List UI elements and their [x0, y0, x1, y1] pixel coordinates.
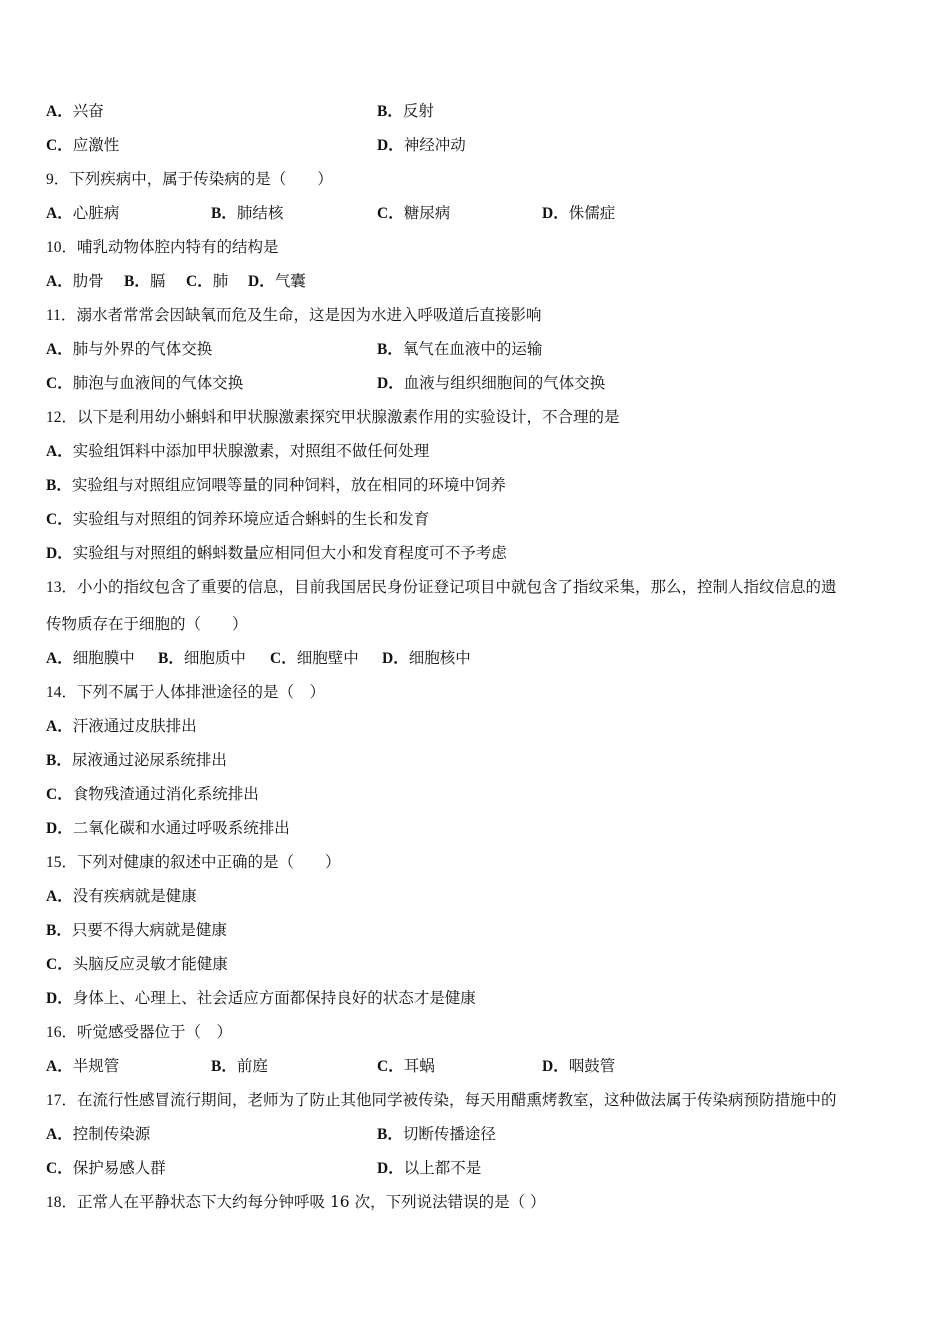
q12-option-d: D．实验组与对照组的蝌蚪数量应相同但大小和发育程度可不予考虑 [46, 544, 507, 562]
q11-option-d: D．血液与组织细胞间的气体交换 [377, 374, 606, 392]
q9-option-c: C．糖尿病 [377, 204, 451, 222]
q13-option-a: A．细胞膜中 [46, 649, 135, 667]
q16-option-c: C．耳蜗 [377, 1057, 435, 1075]
q12-option-a: A．实验组饵料中添加甲状腺激素，对照组不做任何处理 [46, 442, 430, 460]
q11-option-a: A．肺与外界的气体交换 [46, 340, 213, 358]
q10-stem: 10．哺乳动物体腔内特有的结构是 [46, 238, 279, 256]
q17-stem: 17．在流行性感冒流行期间，老师为了防止其他同学被传染，每天用醋熏烤教室，这种做法属于传染病预防措施中的 [46, 1091, 837, 1109]
q11-stem: 11．溺水者常常会因缺氧而危及生命，这是因为水进入呼吸道后直接影响 [46, 306, 542, 324]
q10-option-c: C．肺 [186, 272, 229, 290]
q11-option-b: B．氧气在血液中的运输 [377, 340, 543, 358]
q15-option-c: C．头脑反应灵敏才能健康 [46, 955, 228, 973]
q14-stem: 14．下列不属于人体排泄途径的是（ ） [46, 683, 326, 701]
q9-option-d: D．侏儒症 [542, 204, 616, 222]
q8-option-b: B．反射 [377, 102, 434, 120]
q18-stem: 18．正常人在平静状态下大约每分钟呼吸 16 次，下列说法错误的是（ ） [46, 1193, 546, 1211]
q14-option-c: C．食物残渣通过消化系统排出 [46, 785, 259, 803]
q16-option-d: D．咽鼓管 [542, 1057, 616, 1075]
q12-stem: 12．以下是利用幼小蝌蚪和甲状腺激素探究甲状腺激素作用的实验设计，不合理的是 [46, 408, 620, 426]
q10-option-d: D．气囊 [248, 272, 306, 290]
q16-option-a: A．半规管 [46, 1057, 120, 1075]
q12-option-b: B．实验组与对照组应饲喂等量的同种饲料，放在相同的环境中饲养 [46, 476, 506, 494]
q14-option-d: D．二氧化碳和水通过呼吸系统排出 [46, 819, 290, 837]
q8-option-c: C．应激性 [46, 136, 120, 154]
q15-option-b: B．只要不得大病就是健康 [46, 921, 227, 939]
q10-option-a: A．肋骨 [46, 272, 104, 290]
q14-option-b: B．尿液通过泌尿系统排出 [46, 751, 227, 769]
q17-option-c: C．保护易感人群 [46, 1159, 166, 1177]
q8-option-d: D．神经冲动 [377, 136, 466, 154]
q16-stem: 16．听觉感受器位于（ ） [46, 1023, 233, 1041]
q17-option-d: D．以上都不是 [377, 1159, 482, 1177]
q11-option-c: C．肺泡与血液间的气体交换 [46, 374, 244, 392]
q13-option-b: B．细胞质中 [158, 649, 246, 667]
q13-option-d: D．细胞核中 [382, 649, 471, 667]
q10-option-b: B．膈 [124, 272, 166, 290]
q15-option-d: D．身体上、心理上、社会适应方面都保持良好的状态才是健康 [46, 989, 476, 1007]
q9-stem: 9．下列疾病中，属于传染病的是（ ） [46, 170, 333, 188]
q12-option-c: C．实验组与对照组的饲养环境应适合蝌蚪的生长和发育 [46, 510, 430, 528]
q9-option-b: B．肺结核 [211, 204, 284, 222]
q8-option-a: A．兴奋 [46, 102, 104, 120]
q9-option-a: A．心脏病 [46, 204, 120, 222]
q13-stem-line-1: 13．小小的指纹包含了重要的信息，目前我国居民身份证登记项目中就包含了指纹采集，那么，控制人指纹信息的遗 [46, 578, 837, 596]
q17-option-a: A．控制传染源 [46, 1125, 151, 1143]
q13-stem-line-2: 传物质存在于细胞的（ ） [46, 615, 248, 633]
q15-stem: 15．下列对健康的叙述中正确的是（ ） [46, 853, 341, 871]
q13-option-c: C．细胞壁中 [270, 649, 359, 667]
q14-option-a: A．汗液通过皮肤排出 [46, 717, 197, 735]
q15-option-a: A．没有疾病就是健康 [46, 887, 197, 905]
q17-option-b: B．切断传播途径 [377, 1125, 496, 1143]
q16-option-b: B．前庭 [211, 1057, 268, 1075]
